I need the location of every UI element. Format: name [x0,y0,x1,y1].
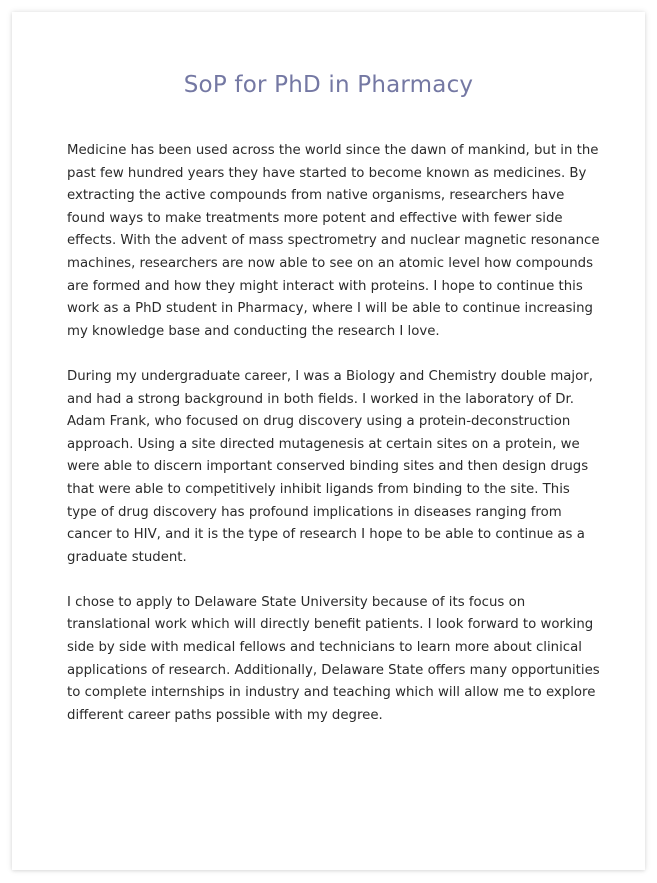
paragraph-2: During my undergraduate career, I was a Biology and Chemistry double major, and had a strong background in both fields. I worked in the laboratory of Dr. Adam Frank, who focused on drug discovery using a protein-deconstruction approach. Using a site directed mutagenesis at certain sites on a protein, we were able to discern important conserved binding sites and then design drugs that were able to competitively inhibit ligands from binding to the site. This type of drug discovery has profound implications in diseases ranging from cancer to HIV, and it is the type of research I hope to be able to continue as a graduate student. [67,368,593,565]
paragraph-3: I chose to apply to Delaware State University because of its focus on translational work which will directly benefit patients. I look forward to working side by side with medical fellows and technicians to learn more about clinical applications of research. Additionally, Delaware State offers many opportunities to complete internships in industry and teaching which will allow me to explore different career paths possible with my degree. [67,594,600,723]
document-title: SoP for PhD in Pharmacy [183,72,474,98]
document-body [67,140,601,750]
paragraph-1: Medicine has been used across the world since the dawn of mankind, but in the past few hundred years they have started to become known as medicines. By extracting the active compounds from native organisms, researchers have found ways to make treatments more potent and effective with fewer side effects. With the advent of mass spectrometry and nuclear magnetic resonance machines, researchers are now able to see on an atomic level how compounds are formed and how they might interact with proteins. I hope to continue this work as a PhD student in Pharmacy, where I will be able to continue increasing my knowledge base and conducting the research I love. [67,143,600,339]
document-page [12,12,645,870]
